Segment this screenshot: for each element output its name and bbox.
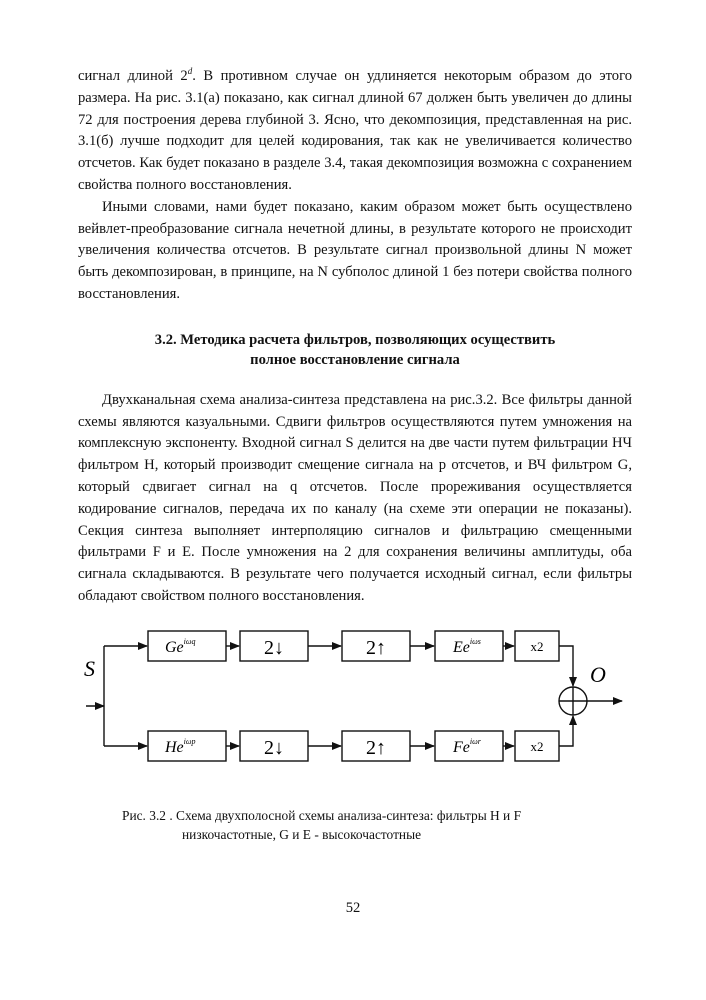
filter-f-label: $Fe^{i\omega r}$ [453, 737, 481, 756]
upsample-bottom-label: 2↑ [366, 737, 386, 759]
caption-line-1: Рис. 3.2 . Схема двухполосной схемы анализа-синтеза: фильтры H и F [122, 808, 522, 823]
input-label: S [84, 656, 95, 681]
gain-bottom-label: x2 [530, 739, 544, 754]
page-body [78, 66, 632, 608]
caption-line-2: низкочастотные, G и E - высокочастотные [182, 827, 422, 842]
paragraph-2: Иными словами, нами будет показано, каким образом может быть осуществлено вейвлет-преобразование сигнала нечетной длины, в результате которого не происходит увеличения количества отсчетов. В результате сигнал произвольной длины N может быть декомпозирован, в принципе, на N субполос длиной 1 без потери свойства полного восстановления. [78, 198, 632, 302]
exponent-d: d [187, 66, 193, 77]
filter-g-label: $Ge^{i\omega q}$ [165, 637, 196, 656]
upsample-top-label: 2↑ [366, 637, 386, 659]
output-label: O [590, 662, 606, 687]
section-title [78, 330, 632, 370]
paragraph-3: Двухканальная схема анализа-синтеза представлена на рис.3.2. Все фильтры данной схемы являются казуальными. Сдвиги фильтров осуществляются путем умножения на комплексную экспоненту. Входной сигнал S делится на две части путем фильтрации НЧ фильтром H, который производит смещение сигнала на p отсчетов, и ВЧ фильтром G, который сдвигает сигнал на q отсчетов. После прореживания осуществляется кодирование сигналов, передача их по каналу (на схеме эти операции не показаны). Секция синтеза выполняет интерполяцию сигналов и фильтрацию смещенными фильтрами F и E. После умножения на 2 для сохранения величины амплитуды, оба сигнала складываются. В результате чего получается исходный сигнал, если фильтры обладают свойством полного восстановления. [78, 391, 632, 604]
figure-caption [122, 806, 602, 844]
bottom-to-sum-arrow [559, 716, 573, 746]
page-number: 52 [345, 900, 361, 916]
filter-h-box [148, 731, 226, 761]
paragraph-1-start: сигнал длиной 2 [78, 68, 188, 84]
filter-e-label: $Ee^{i\omega s}$ [453, 637, 481, 656]
filter-g-box [148, 631, 226, 661]
downsample-top-label: 2↓ [264, 637, 284, 659]
gain-top-label: x2 [530, 639, 544, 654]
section-title-line-1: 3.2. Методика расчета фильтров, позволяющих осуществить [154, 331, 556, 348]
paragraph-1 [78, 66, 632, 197]
downsample-bottom-label: 2↓ [264, 737, 284, 759]
top-to-sum-arrow [559, 646, 573, 686]
filter-h-label: $He^{i\omega p}$ [165, 737, 196, 756]
analysis-synthesis-diagram [70, 618, 650, 798]
section-title-line-2: полное восстановление сигнала [250, 351, 460, 368]
paragraph-1-rest: . В противном случае он удлиняется некоторым образом до этого размера. На рис. 3.1(а) показано, как сигнал длиной 67 должен быть увеличен до длины 72 для построения дерева глубиной 3. Ясно, что декомпозиция, представленная на рис. 3.1(б) лучше подходит для целей кодирования, так как не увеличивается количество отсчетов. Как будет показано в разделе 3.4, такая декомпозиция возможна с сохранением свойства полного восстановления. [78, 68, 632, 193]
